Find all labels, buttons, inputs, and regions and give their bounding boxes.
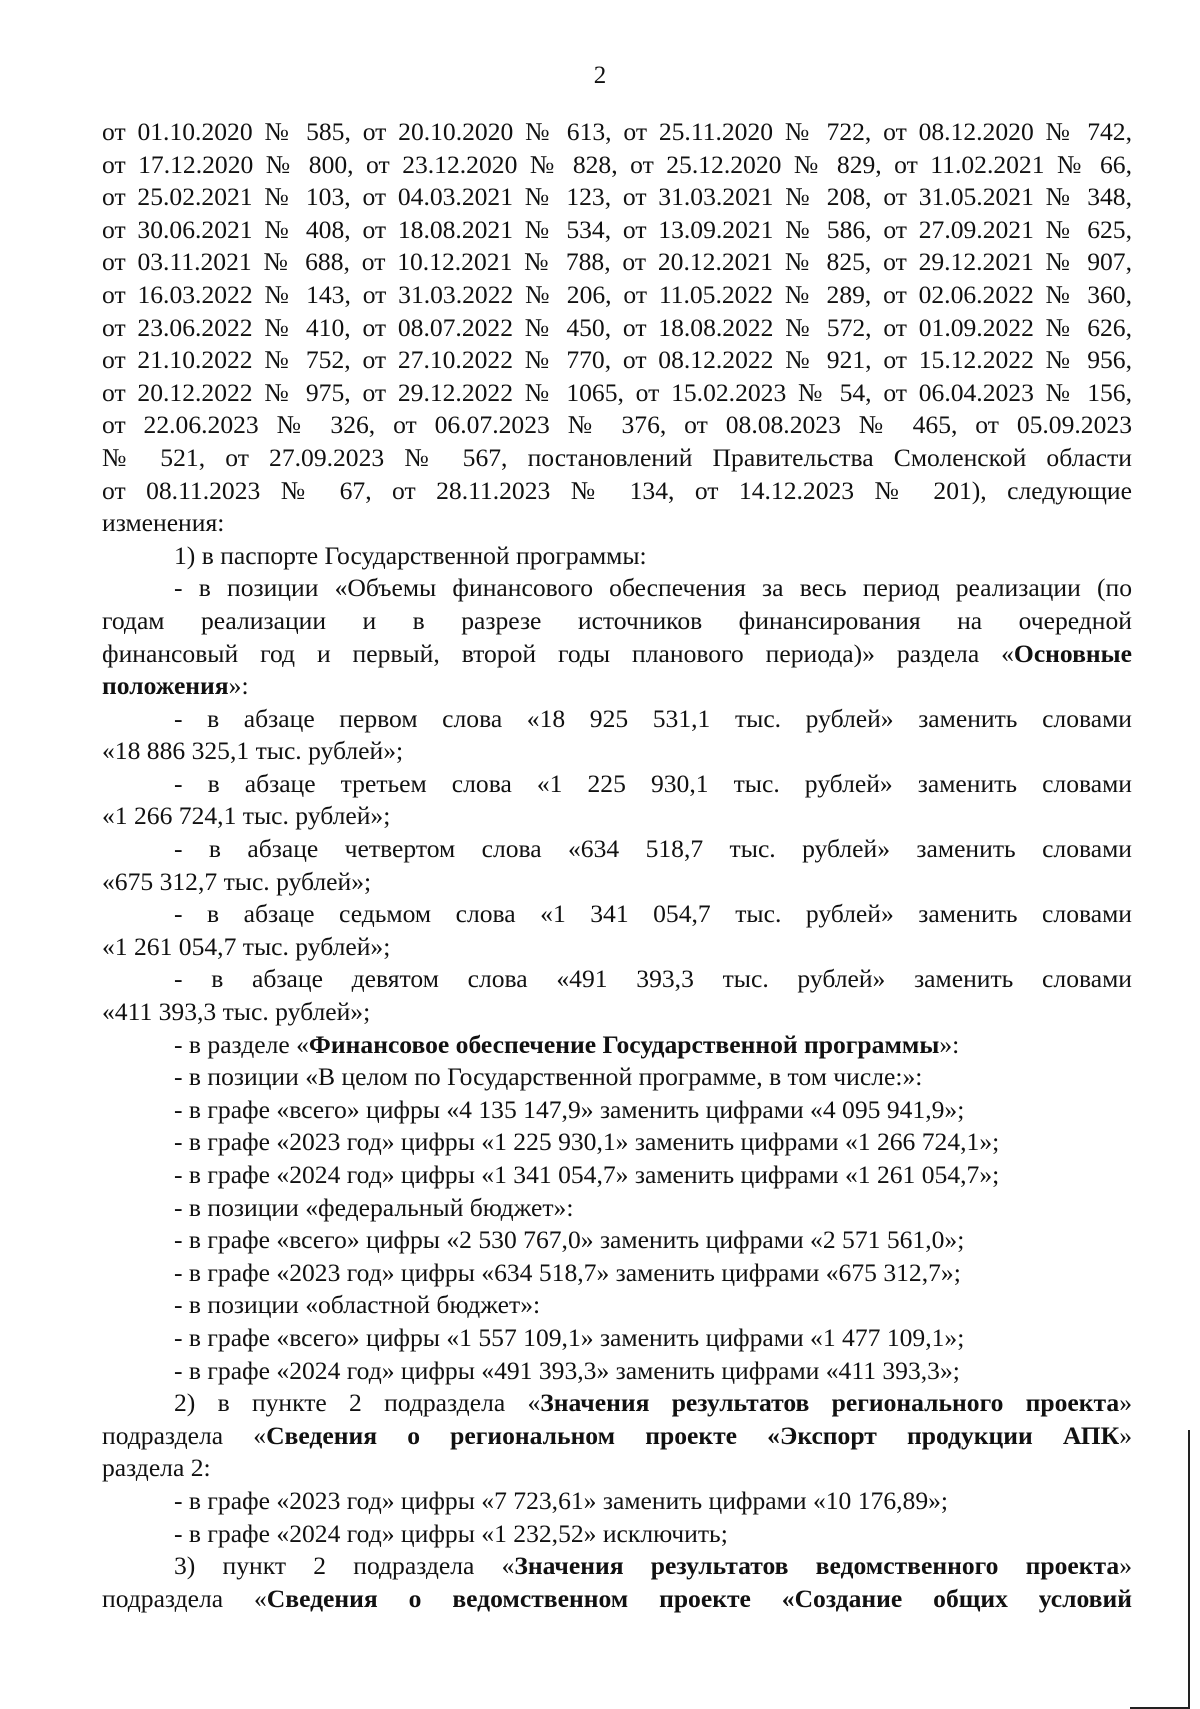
text-line: - в графе «2024 год» цифры «1 341 054,7» заменить цифрами «1 261 054,7»; (174, 1160, 1000, 1189)
text-line: - в позиции «федеральный бюджет»: (174, 1192, 574, 1222)
text-line: № 521, от 27.09.2023 № 567, постановлений Правительства Смоленской области (102, 442, 1132, 472)
bold-run: Значения результатов ведомственного проекта (514, 1551, 1120, 1581)
bold-run: Основные (1013, 638, 1132, 668)
text-line: - в графе «2023 год» цифры «7 723,61» заменить цифрами «10 176,89»; (174, 1485, 949, 1515)
page-number: 2 (593, 62, 607, 89)
text-line (102, 670, 1132, 703)
text-line: от 17.12.2020 № 800, от 23.12.2020 № 828, от 25.12.2020 № 829, от 11.02.2021 № 66, (102, 149, 1132, 179)
text-run: » (1119, 1388, 1132, 1418)
text-run: - в разделе « (174, 1029, 309, 1059)
text-line: от 30.06.2021 № 408, от 18.08.2021 № 534, от 13.09.2021 № 586, от 27.09.2021 № 625, (102, 214, 1132, 244)
text-line: - в графе «2023 год» цифры «634 518,7» заменить цифрами «675 312,7»; (174, 1257, 961, 1287)
paragraph-item-1: 1) в паспорте Государственной программы: (174, 540, 647, 570)
text-line: - в позиции «областной бюджет»: (174, 1290, 541, 1320)
text-line: - в графе «2023 год» цифры «1 225 930,1» заменить цифрами «1 266 724,1»; (174, 1127, 1000, 1157)
text-line: от 08.11.2023 № 67, от 28.11.2023 № 134, от 14.12.2023 № 201), следующие (102, 475, 1132, 505)
paragraph-item-2 (102, 1387, 1132, 1420)
text-line: от 23.06.2022 № 410, от 08.07.2022 № 450, от 18.08.2022 № 572, от 01.09.2022 № 626, (102, 312, 1132, 342)
text-line: «1 261 054,7 тыс. рублей»; (102, 931, 391, 961)
bold-run: Значения результатов регионального проекта (540, 1388, 1120, 1418)
text-line: - в графе «всего» цифры «1 557 109,1» заменить цифрами «1 477 109,1»; (174, 1322, 965, 1352)
text-line: - в графе «2024 год» цифры «1 232,52» исключить; (174, 1518, 728, 1548)
text-line (102, 1420, 1132, 1453)
text-run: 2) в пункте 2 подраздела « (174, 1388, 541, 1418)
text-line: «1 266 724,1 тыс. рублей»; (102, 801, 391, 831)
paragraph-item-3 (102, 1550, 1132, 1583)
text-line: - в графе «всего» цифры «2 530 767,0» заменить цифрами «2 571 561,0»; (174, 1225, 965, 1255)
text-run: подраздела « (102, 1583, 267, 1613)
text-line: - в абзаце девятом слова «491 393,3 тыс. рублей» заменить словами (174, 964, 1132, 994)
text-line: от 03.11.2021 № 688, от 10.12.2021 № 788, от 20.12.2021 № 825, от 29.12.2021 № 907, (102, 247, 1132, 277)
text-line: - в абзаце первом слова «18 925 531,1 тыс. рублей» заменить словами (174, 703, 1132, 733)
text-run: »: (939, 1029, 960, 1059)
text-line: от 01.10.2020 № 585, от 20.10.2020 № 613, от 25.11.2020 № 722, от 08.12.2020 № 742, (102, 117, 1132, 146)
text-run: финансовый год и первый, второй годы планового периода)» раздела « (102, 638, 1014, 668)
text-run: »: (228, 671, 249, 701)
text-run: подраздела « (102, 1420, 267, 1450)
document-body (102, 116, 1132, 1615)
text-line (102, 1583, 1132, 1616)
text-run: 3) пункт 2 подраздела « (174, 1551, 515, 1581)
bold-run: Сведения о ведомственном проекте «Создание общих условий (266, 1583, 1132, 1613)
text-line: - в позиции «Объемы финансового обеспечения за весь период реализации (по (174, 573, 1132, 603)
text-line: раздела 2: (102, 1453, 211, 1483)
text-run: » (1119, 1551, 1132, 1581)
text-line: - в позиции «В целом по Государственной программе, в том числе:»: (174, 1062, 923, 1092)
text-line: от 25.02.2021 № 103, от 04.03.2021 № 123, от 31.03.2021 № 208, от 31.05.2021 № 348, (102, 182, 1132, 212)
text-line: - в абзаце третьем слова «1 225 930,1 тыс. рублей» заменить словами (174, 768, 1132, 798)
text-line: от 16.03.2022 № 143, от 31.03.2022 № 206, от 11.05.2022 № 289, от 02.06.2022 № 360, (102, 279, 1132, 309)
text-line: - в графе «всего» цифры «4 135 147,9» заменить цифрами «4 095 941,9»; (174, 1094, 965, 1124)
text-line: - в графе «2024 год» цифры «491 393,3» заменить цифрами «411 393,3»; (174, 1355, 960, 1385)
text-line: «675 312,7 тыс. рублей»; (102, 866, 372, 896)
bold-run: Сведения о региональном проекте «Экспорт продукции АПК (266, 1420, 1120, 1450)
text-line: - в абзаце седьмом слова «1 341 054,7 тыс. рублей» заменить словами (174, 899, 1132, 929)
text-line (102, 1029, 1132, 1062)
text-line: от 20.12.2022 № 975, от 29.12.2022 № 1065, от 15.02.2023 № 54, от 06.04.2023 № 156, (102, 377, 1132, 407)
text-line: - в абзаце четвертом слова «634 518,7 тыс. рублей» заменить словами (174, 834, 1132, 864)
scan-edge-line (1188, 1430, 1190, 1709)
text-run: » (1119, 1420, 1133, 1450)
bold-run: положения (102, 671, 229, 701)
text-line (102, 638, 1132, 671)
text-line: годам реализации и в разрезе источников финансирования на очередной (102, 605, 1132, 635)
text-line: от 22.06.2023 № 326, от 06.07.2023 № 376, от 08.08.2023 № 465, от 05.09.2023 (102, 410, 1132, 440)
text-line: «411 393,3 тыс. рублей»; (102, 997, 371, 1027)
text-line: «18 886 325,1 тыс. рублей»; (102, 736, 404, 766)
bold-run: Финансовое обеспечение Государственной программы (308, 1029, 940, 1059)
text-line: изменения: (102, 508, 225, 538)
text-line: от 21.10.2022 № 752, от 27.10.2022 № 770, от 08.12.2022 № 921, от 15.12.2022 № 956, (102, 345, 1132, 375)
